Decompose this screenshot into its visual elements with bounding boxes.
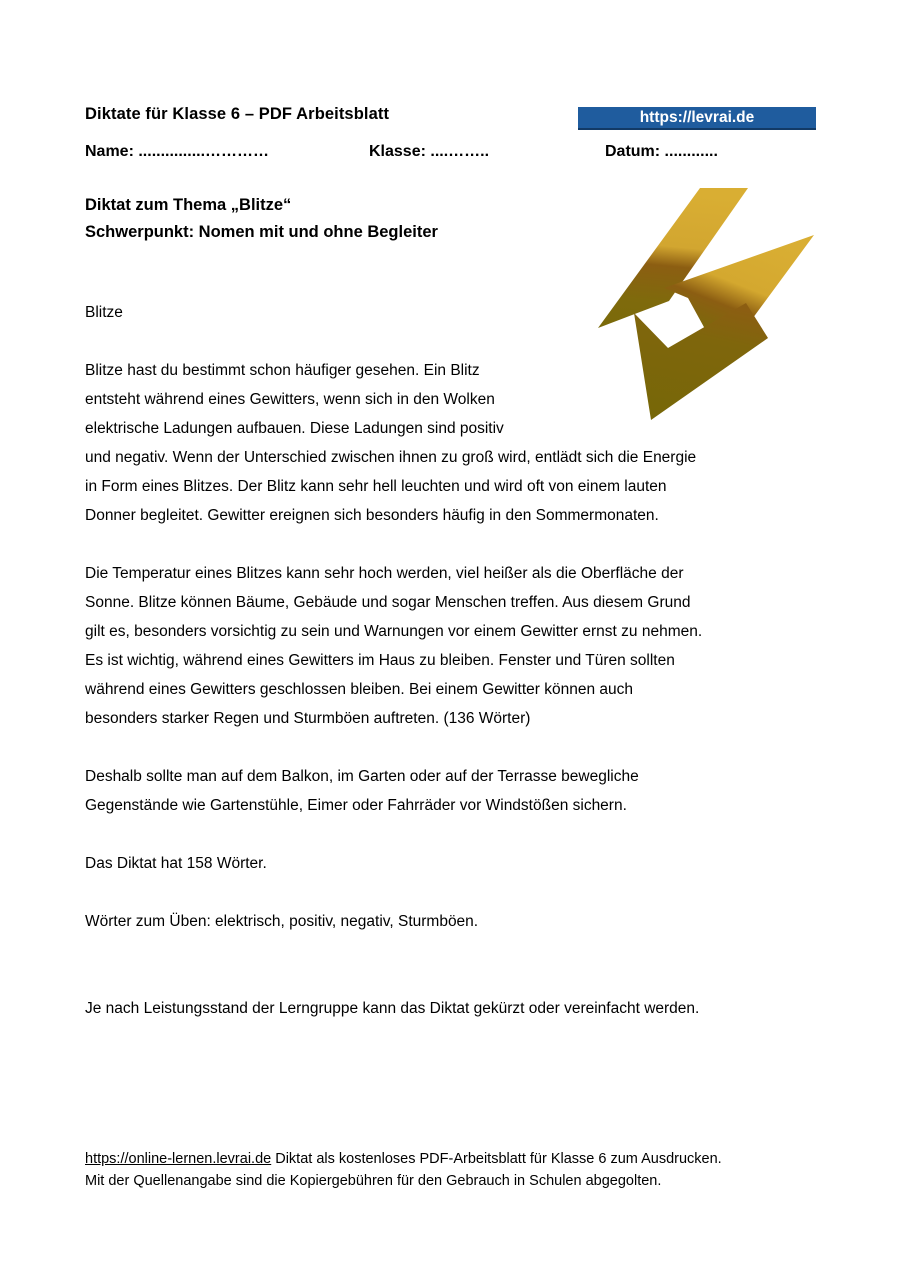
levrai-url-banner-text: https://levrai.de (639, 108, 755, 126)
paragraph-2-line-4: Es ist wichtig, während eines Gewitters im Haus zu bleiben. Fenster und Türen sollten (85, 652, 675, 669)
klasse-field-label[interactable]: Klasse: ....…….. (369, 143, 490, 160)
footer-source-link[interactable]: https://online-lernen.levrai.de (85, 1151, 272, 1167)
paragraph-2 (85, 559, 820, 733)
body-heading: Blitze (85, 304, 123, 321)
paragraph-1-line-6: Donner begleitet. Gewitter ereignen sich besonders häufig in den Sommermonaten. (85, 507, 659, 524)
paragraph-1-line-4: und negativ. Wenn der Unterschied zwischen ihnen zu groß wird, entlädt sich die Energie (85, 449, 697, 466)
footer-line-1-text: Diktat als kostenloses PDF-Arbeitsblatt für Klasse 6 zum Ausdrucken. (271, 1151, 722, 1167)
paragraph-2-line-6: besonders starker Regen und Sturmböen auftreten. (136 Wörter) (85, 710, 531, 727)
paragraph-3-line-2: Gegenstände wie Gartenstühle, Eimer oder Fahrräder vor Windstößen sichern. (85, 797, 627, 814)
body-spacer-5 (85, 878, 820, 907)
subject-heading-topic: Diktat zum Thema „Blitze“ (85, 196, 292, 214)
paragraph-1-line-5: in Form eines Blitzes. Der Blitz kann sehr hell leuchten und wird oft von einem lauten (85, 478, 667, 495)
paragraph-1-line-2: entsteht während eines Gewitters, wenn sich in den Wolken (85, 391, 495, 408)
paragraph-3-line-1: Deshalb sollte man auf dem Balkon, im Garten oder auf der Terrasse bewegliche (85, 768, 639, 785)
datum-field-label[interactable]: Datum: ............ (605, 143, 718, 160)
body-spacer-2 (85, 530, 820, 559)
paragraph-2-line-5: während eines Gewitters geschlossen bleiben. Bei einem Gewitter können auch (85, 681, 633, 698)
page-title: Diktate für Klasse 6 – PDF Arbeitsblatt (85, 105, 390, 123)
paragraph-2-line-1: Die Temperatur eines Blitzes kann sehr hoch werden, viel heißer als die Oberfläche der (85, 565, 684, 582)
footer-line-2: Mit der Quellenangabe sind die Kopiergebühren für den Gebrauch in Schulen abgegolten. (85, 1173, 662, 1189)
subject-heading-focus: Schwerpunkt: Nomen mit und ohne Begleiter (85, 223, 438, 241)
paragraph-1-line-3: elektrische Ladungen aufbauen. Diese Ladungen sind positiv (85, 420, 504, 437)
body-spacer-7 (85, 965, 820, 994)
body-spacer-6 (85, 936, 820, 965)
body-spacer-3 (85, 733, 820, 762)
levrai-url-banner[interactable] (578, 107, 816, 130)
body-spacer-1 (85, 327, 820, 356)
footer (85, 1148, 825, 1192)
paragraph-1-line-1: Blitze hast du bestimmt schon häufiger gesehen. Ein Blitz (85, 362, 480, 379)
subject-heading-block (85, 192, 438, 246)
word-count-line: Das Diktat hat 158 Wörter. (85, 855, 267, 872)
paragraph-2-line-2: Sonne. Blitze können Bäume, Gebäude und sogar Menschen treffen. Aus diesem Grund (85, 594, 691, 611)
body-spacer-4 (85, 820, 820, 849)
dictation-body (85, 298, 820, 1023)
paragraph-3 (85, 762, 820, 820)
teacher-note-line: Je nach Leistungsstand der Lerngruppe kann das Diktat gekürzt oder vereinfacht werden. (85, 1000, 700, 1017)
name-field-label[interactable]: Name: ...............………… (85, 143, 270, 160)
footer-line-1 (85, 1148, 825, 1170)
practice-words-line: Wörter zum Üben: elektrisch, positiv, negativ, Sturmböen. (85, 913, 479, 930)
paragraph-2-line-3: gilt es, besonders vorsichtig zu sein und Warnungen vor einem Gewitter ernst zu nehmen. (85, 623, 703, 640)
paragraph-1 (85, 356, 820, 530)
